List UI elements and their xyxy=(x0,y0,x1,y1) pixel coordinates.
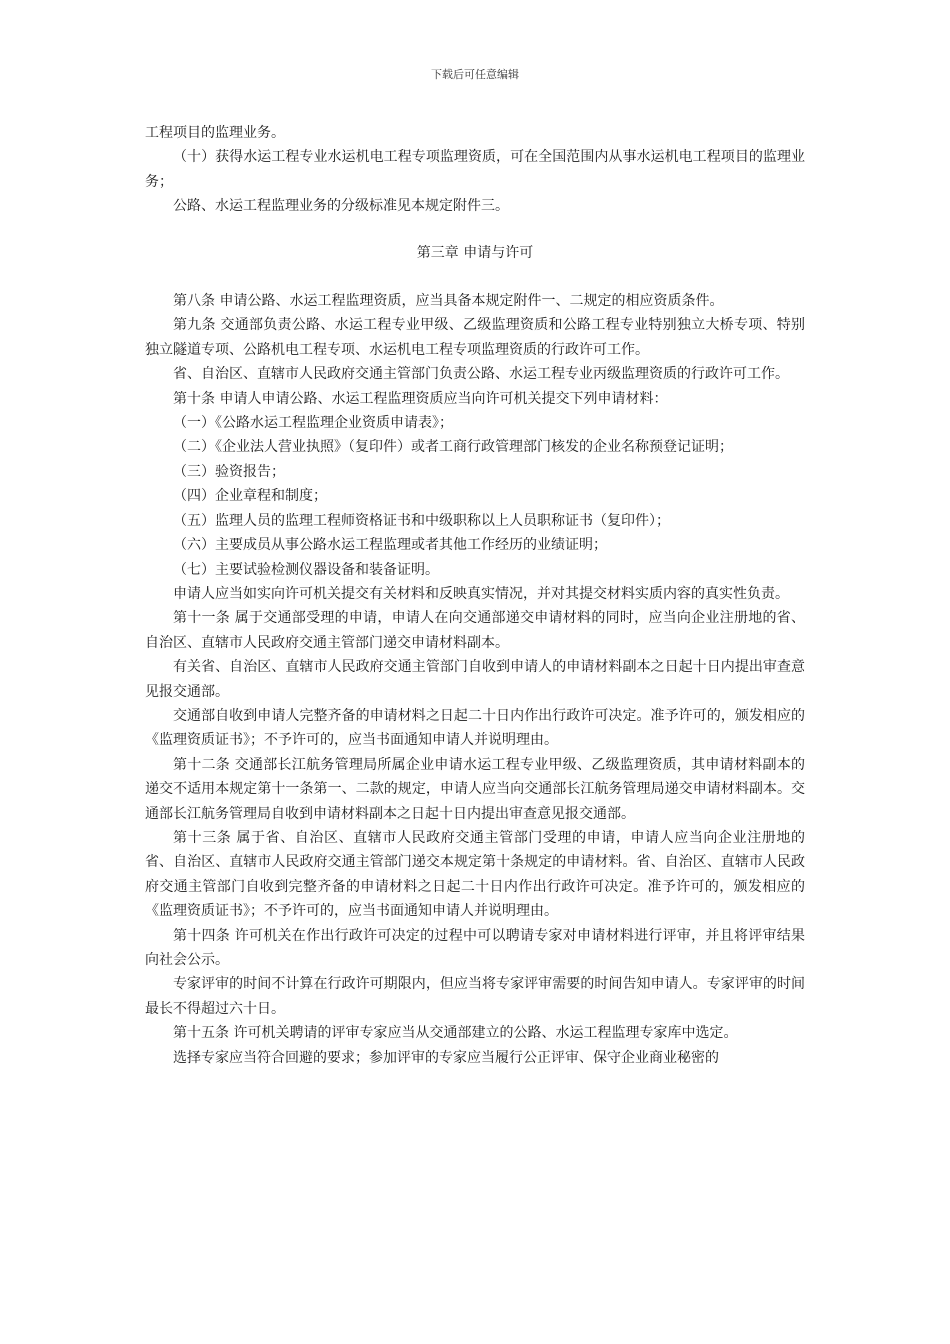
paragraph: 选择专家应当符合回避的要求；参加评审的专家应当履行公正评审、保守企业商业秘密的 xyxy=(173,1049,719,1066)
list-item: （六）主要成员从事公路水运工程监理或者其他工作经历的业绩证明； xyxy=(173,537,607,554)
paragraph: 工程项目的监理业务。 xyxy=(145,125,285,141)
paragraph: 第十五条 许可机关聘请的评审专家应当从交通部建立的公路、水运工程监理专家库中选定。 xyxy=(173,1025,738,1042)
paragraph: 公路、水运工程监理业务的分级标准见本规定附件三。 xyxy=(173,198,509,215)
paragraph: （十）获得水运工程专业水运机电工程专项监理资质，可在全国范围内从事水运机电工程项目的监理业务； xyxy=(145,149,805,190)
paragraph: 申请人应当如实向许可机关提交有关材料和反映真实情况，并对其提交材料实质内容的真实性负责。 xyxy=(173,585,789,602)
paragraph: 省、自治区、直辖市人民政府交通主管部门负责公路、水运工程专业丙级监理资质的行政许可工作。 xyxy=(173,366,789,383)
page-header: 下载后可任意编辑 xyxy=(431,68,519,81)
paragraph: 第十条 申请人申请公路、水运工程监理资质应当向许可机关提交下列申请材料： xyxy=(173,390,668,407)
list-item: （一）《公路水运工程监理企业资质申请表》； xyxy=(173,415,453,432)
list-item: （五）监理人员的监理工程师资格证书和中级职称以上人员职称证书（复印件）； xyxy=(173,512,670,529)
paragraph: 有关省、自治区、直辖市人民政府交通主管部门自收到申请人的申请材料副本之日起十日内提出审查意见报交通部。 xyxy=(145,659,805,700)
list-item: （二）《企业法人营业执照》（复印件）或者工商行政管理部门核发的企业名称预登记证明； xyxy=(173,439,733,456)
paragraph: 第十一条 属于交通部受理的申请，申请人在向交通部递交申请材料的同时，应当向企业注册地的省、自治区、直辖市人民政府交通主管部门递交申请材料副本。 xyxy=(145,610,805,651)
paragraph: 第十四条 许可机关在作出行政许可决定的过程中可以聘请专家对申请材料进行评审，并且将评审结果向社会公示。 xyxy=(145,927,805,968)
list-item: （七）主要试验检测仪器设备和装备证明。 xyxy=(173,561,439,578)
paragraph: 交通部自收到申请人完整齐备的申请材料之日起二十日内作出行政许可决定。准予许可的，颁发相应的《监理资质证书》；不予许可的，应当书面通知申请人并说明理由。 xyxy=(145,707,805,749)
paragraph: 第十三条 属于省、自治区、直辖市人民政府交通主管部门受理的申请，申请人应当向企业注册地的省、自治区、直辖市人民政府交通主管部门递交本规定第十条规定的申请材料。省、自治区、直辖市人民政府交通主管部门自收到完整齐备的申请材料之日起二十日内作出行政许可决定。准予许可的，颁发相应的《监理资质证书》；不予许可的，应当书面通知申请人并说明理由。 xyxy=(145,829,805,920)
paragraph: 专家评审的时间不计算在行政许可期限内，但应当将专家评审需要的时间告知申请人。专家评审的时间最长不得超过六十日。 xyxy=(145,976,805,1017)
list-item: （三）验资报告； xyxy=(173,463,285,480)
document-body xyxy=(145,121,805,1070)
paragraph: 第十二条 交通部长江航务管理局所属企业申请水运工程专业甲级、乙级监理资质，其申请材料副本的递交不适用本规定第十一条第一、二款的规定，申请人应当向交通部长江航务管理局递交申请材料副本。交通部长江航务管理局自收到申请材料副本之日起十日内提出审查意见报交通部。 xyxy=(145,756,805,822)
chapter-heading: 第三章 申请与许可 xyxy=(416,244,534,261)
paragraph: 第九条 交通部负责公路、水运工程专业甲级、乙级监理资质和公路工程专业特别独立大桥专项、特别独立隧道专项、公路机电工程专项、水运机电工程专项监理资质的行政许可工作。 xyxy=(145,317,805,358)
list-item: （四）企业章程和制度； xyxy=(173,488,327,505)
paragraph: 第八条 申请公路、水运工程监理资质，应当具备本规定附件一、二规定的相应资质条件。 xyxy=(173,293,724,310)
